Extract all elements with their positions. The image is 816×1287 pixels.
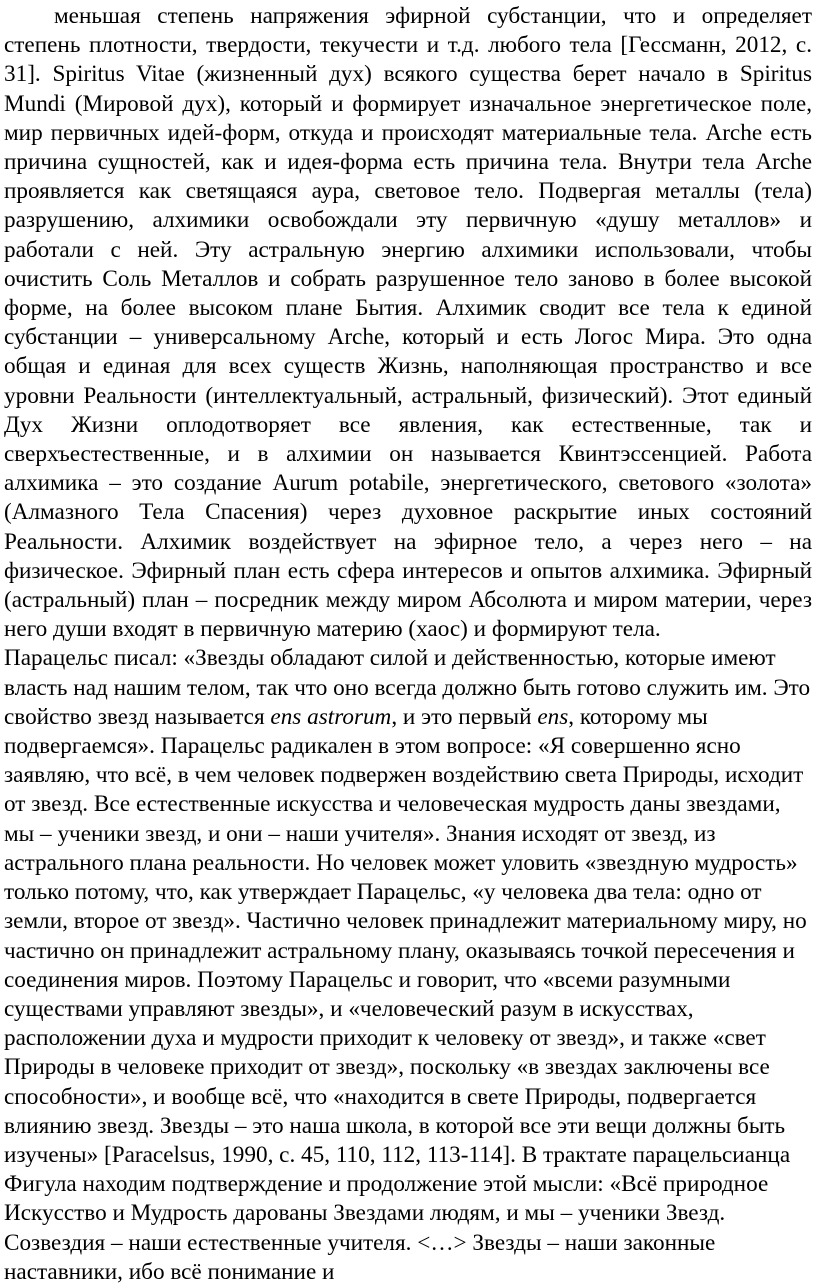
paragraph-2-part-3: , которому мы подвергаемся». Парацельс радикален в этом вопросе: «Я совершенно ясно заявляю, что всё, в чем человек подвержен воздействию света Природы, исходит от звезд. Все естественные искусства и человеческая мудрость даны звездами, мы – ученики звезд, и они – наши учителя». Знания исходят от звезд, из астрального плана реальности. Но человек может уловить «звездную мудрость» только потому, что, как утверждает Парацельс, «у человека два тела: одно от земли, второе от звезд». Частично человек принадлежит материальному миру, но частично он принадлежит астральному плану, оказываясь точкой пересечения и соединения миров. Поэтому Парацельс и говорит, что «всеми разумными существами управляют звезды», и «человеческий разум в искусствах, расположении духа и мудрости приходит к человеку от звезд», и также «свет Природы в человеке приходит от звезд», поскольку «в звездах заключены все способности», и вообще всё, что «находится в свете Природы, подвергается влиянию звезд. Звезды – это наша школа, в которой все эти вещи должны быть изучены» [Paracelsus, 1990, с. 45, 110, 112, 113-114]. В трактате парацельсианца Фигула находим подтверждение и продолжение этой мысли: «Всё природное Искусство и Мудрость дарованы Звездами людям, и мы – ученики Звезд. Созвездия – наши естественные учителя. <…> Звезды – наши законные наставники, ибо всё понимание и	[4, 703, 807, 1285]
paragraph-2-part-1: Парацельс писал: «Звезды обладают силой и действенностью, которые имеют власть над нашим телом, так что оно всегда должно быть готово служить им. Это свойство звезд называется	[4, 645, 811, 730]
paragraph-2	[4, 644, 812, 1286]
term-ens: ens	[537, 703, 569, 730]
paragraph-1: меньшая степень напряжения эфирной субстанции, что и определяет степень плотности, твердости, текучести и т.д. любого тела [Гессманн, 2012, с. 31]. Spiritus Vitae (жизненный дух) всякого существа берет начало в Spiritus Mundi (Мировой дух), который и формирует изначальное энергетическое поле, мир первичных идей-форм, откуда и происходят материальные тела. Arche есть причина сущностей, как и идея-форма есть причина тела. Внутри тела Arche проявляется как светящаяся аура, световое тело. Подвергая металлы (тела) разрушению, алхимики освобождали эту первичную «душу металлов» и работали с ней. Эту астральную энергию алхимики использовали, чтобы очистить Соль Металлов и собрать разрушенное тело заново в более высокой форме, на более высоком плане Бытия. Алхимик сводит все тела к единой субстанции – универсальному Arche, который и есть Логос Мира. Это одна общая и единая для всех существ Жизнь, наполняющая пространство и все уровни Реальности (интеллектуальный, астральный, физический). Этот единый Дух Жизни оплодотворяет все явления, как естественные, так и сверхъестественные, и в алхимии он называется Квинтэссенцией. Работа алхимика – это создание Aurum potabile, энергетического, светового «золота» (Алмазного Тела Спасения) через духовное раскрытие иных состояний Реальности. Алхимик воздействует на эфирное тело, а через него – на физическое. Эфирный план есть сфера интересов и опытов алхимика. Эфирный (астральный) план – посредник между миром Абсолюта и миром материи, через него души входят в первичную материю (хаос) и формируют тела.	[4, 3, 812, 643]
paragraph-2-part-2: , и это первый	[391, 703, 538, 730]
term-ens-astrorum: ens astrorum	[270, 703, 392, 730]
